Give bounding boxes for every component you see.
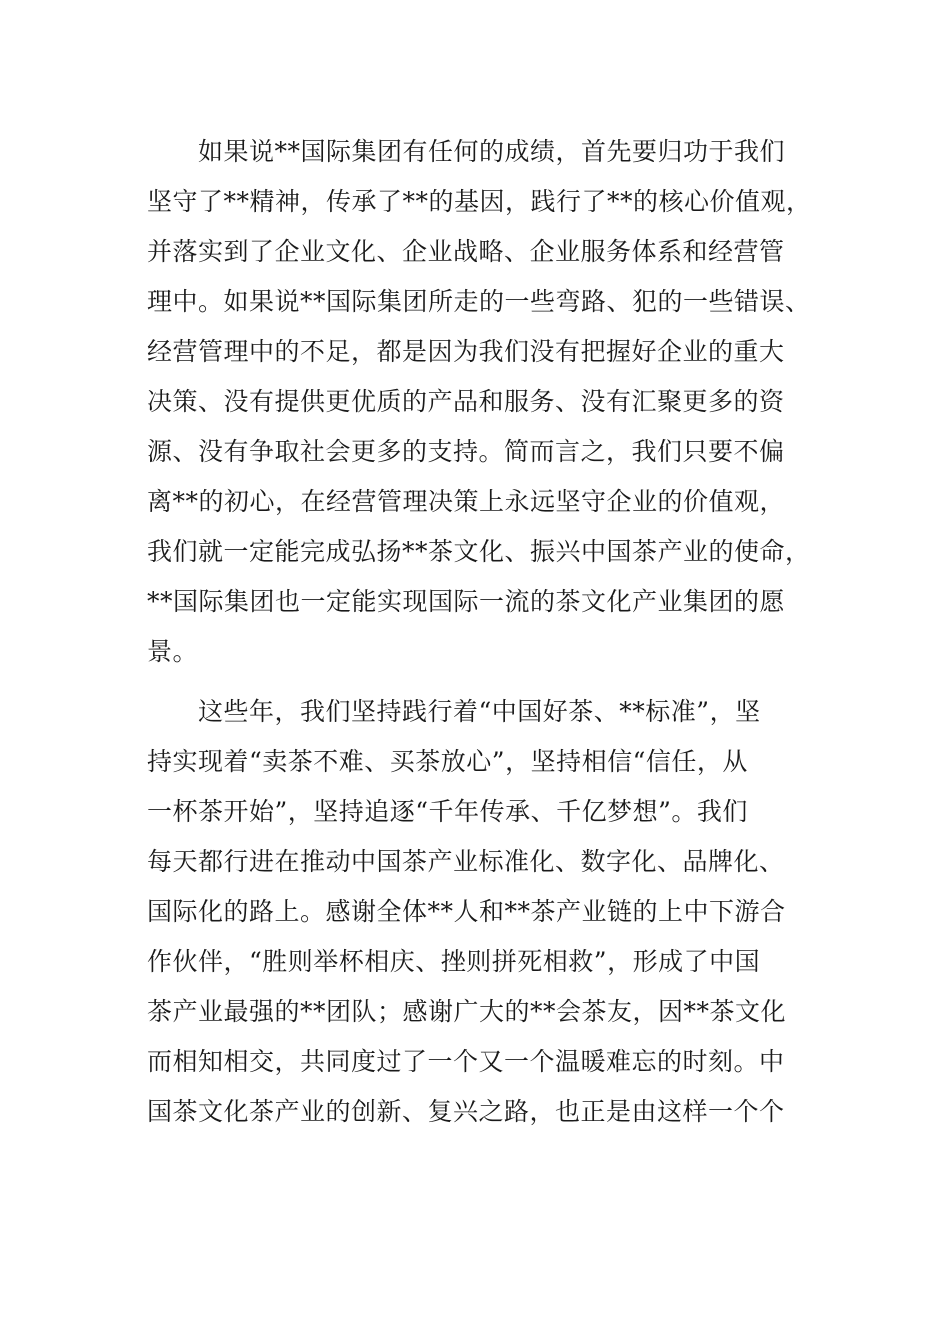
text-line: 离**的初心，在经营管理决策上永远坚守企业的价值观， [147, 487, 786, 516]
paragraph-2 [147, 687, 827, 1137]
text-line: 经营管理中的不足，都是因为我们没有把握好企业的重大 [147, 337, 785, 366]
text-line: 一杯茶开始”，坚持追逐“千年传承、千亿梦想”。我们 [147, 797, 748, 826]
text-line: 茶产业最强的**团队；感谢广大的**会茶友，因**茶文化 [147, 997, 787, 1026]
text-line: 持实现着“卖茶不难、买茶放心”，坚持相信“信任，从 [147, 747, 748, 776]
text-line: 坚守了**精神，传承了**的基因，践行了**的核心价值观， [147, 187, 812, 216]
paragraph-1 [147, 127, 827, 677]
text-line: 每天都行进在推动中国茶产业标准化、数字化、品牌化、 [147, 847, 785, 876]
text-line: 作伙伴，“胜则举杯相庆、挫则拼死相救”，形成了中国 [147, 947, 761, 976]
text-line: 这些年，我们坚持践行着“中国好茶、**标准”，坚 [147, 697, 761, 726]
text-line: 我们就一定能完成弘扬**茶文化、振兴中国茶产业的使命， [147, 537, 811, 566]
text-line: 决策、没有提供更优质的产品和服务、没有汇聚更多的资 [147, 387, 785, 416]
text-line: 并落实到了企业文化、企业战略、企业服务体系和经营管 [147, 237, 785, 266]
text-line: **国际集团也一定能实现国际一流的茶文化产业集团的愿 [147, 587, 786, 616]
text-line: 国际化的路上。感谢全体**人和**茶产业链的上中下游合 [147, 897, 786, 926]
text-line: 而相知相交，共同度过了一个又一个温暖难忘的时刻。中 [147, 1047, 785, 1076]
text-line: 景。 [147, 637, 199, 666]
text-line: 如果说**国际集团有任何的成绩，首先要归功于我们 [147, 137, 786, 166]
text-line: 理中。如果说**国际集团所走的一些弯路、犯的一些错误、 [147, 287, 811, 316]
text-line: 国茶文化茶产业的创新、复兴之路，也正是由这样一个个 [147, 1097, 785, 1126]
text-line: 源、没有争取社会更多的支持。简而言之，我们只要不偏 [147, 437, 785, 466]
